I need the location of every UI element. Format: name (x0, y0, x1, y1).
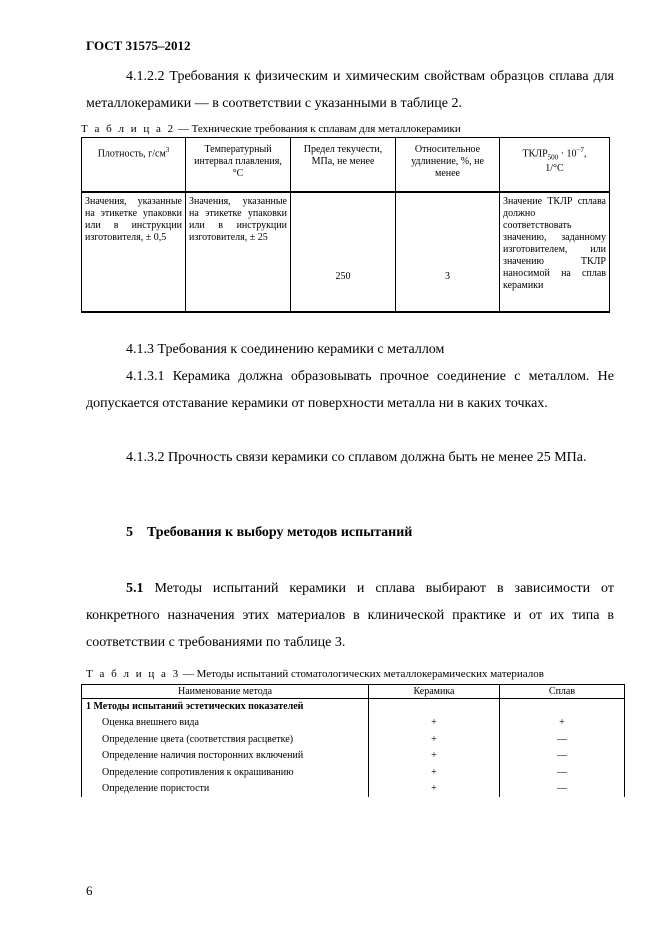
table3-cell-alloy: — (500, 748, 625, 764)
paragraph-4-1-2-2: 4.1.2.2 Требования к физическим и химическим свойствам образцов сплава для металлокерамики — в соответствии с указанными в таблице 2. (86, 69, 614, 111)
table3-header-ceramic: Керамика (369, 685, 500, 699)
paragraph-5-1 (86, 575, 614, 656)
table2-header-elongation: Относительное удлинение, %, не менее (396, 138, 500, 193)
table3-header-method: Наименование метода (82, 685, 369, 699)
table3-caption (86, 668, 544, 680)
paragraph-4-1-3: 4.1.3 Требования к соединению керамики с металлом (126, 342, 445, 357)
section-5-heading: 5 Требования к выбору методов испытаний (126, 525, 413, 540)
page-number: 6 (86, 883, 93, 898)
table2-cell-elongation: 3 (396, 192, 500, 312)
table2-caption (81, 123, 461, 135)
table-row (82, 699, 625, 716)
table3-title: — Методы испытаний стоматологических металлокерамических материалов (180, 668, 544, 680)
table3-label: Т а б л и ц а 3 (86, 668, 181, 680)
table3-cell-ceramic: + (369, 781, 500, 797)
table2-header-melting: Температурный интервал плавления, °С (186, 138, 291, 193)
paragraph-4-1-3-2: 4.1.3.2 Прочность связи керамики со сплавом должна быть не менее 25 МПа. (126, 450, 587, 465)
table-3 (81, 684, 625, 797)
table2-cell-density: Значения, указанные на этикетке упаковки или в инструкции изготовителя, ± 0,5 (82, 192, 186, 312)
table3-cell-alloy: — (500, 765, 625, 781)
table3-cell-method: Оценка внешнего вида (82, 715, 369, 731)
table-row (82, 732, 625, 748)
table3-cell-alloy: — (500, 732, 625, 748)
table3-cell-alloy: + (500, 715, 625, 731)
table3-cell-alloy: — (500, 781, 625, 797)
paragraph-4-1-3-1: 4.1.3.1 Керамика должна образовывать прочное соединение с металлом. Не допускается отставание керамики от поверхности металла ни в каких точках. (86, 369, 614, 411)
paragraph-5-1-text: Методы испытаний керамики и сплава выбирают в зависимости от конкретного назначения этих материалов в клинической практике и от их типа в соответствии с требованиями по таблице 3. (86, 581, 614, 650)
table3-cell-ceramic: + (369, 732, 500, 748)
table2-cell-melting: Значения, указанные на этикетке упаковки или в инструкции изготовителя, ± 25 (186, 192, 291, 312)
document-header: ГОСТ 31575–2012 (86, 38, 191, 53)
table3-header-alloy: Сплав (500, 685, 625, 699)
table2-header-yield: Предел текучести, МПа, не менее (291, 138, 396, 193)
table2-cell-tklr: Значение ТКЛР сплава должно соответствовать значению, заданному изготовителем, или значению ТКЛР наносимой на сплав керамики (500, 192, 610, 312)
table3-cell-method: Определение цвета (соответствия расцветке) (82, 732, 369, 748)
table-row (82, 765, 625, 781)
table3-cell-ceramic: + (369, 748, 500, 764)
table2-title: — Технические требования к сплавам для металлокерамики (175, 123, 461, 135)
table2-header-tklr: $ТКЛР_{500} \cdot 10^{-7}$, 1/°С (500, 138, 610, 193)
paragraph-5-1-number: 5.1 (126, 581, 144, 596)
table3-cell-method: Определение сопротивления к окрашиванию (82, 765, 369, 781)
table3-cell-ceramic: + (369, 715, 500, 731)
table-row (82, 781, 625, 797)
table-row (82, 748, 625, 764)
table3-group-title: 1 Методы испытаний эстетических показателей (82, 699, 369, 716)
table2-header-density: Плотность, $г/см^3$ (82, 138, 186, 193)
table-row (82, 715, 625, 731)
table-row (82, 192, 610, 312)
table3-cell-method: Определение наличия посторонних включений (82, 748, 369, 764)
table3-cell-method: Определение пористости (82, 781, 369, 797)
table3-cell-ceramic: + (369, 765, 500, 781)
table2-cell-yield: 250 (291, 192, 396, 312)
table-2 (81, 137, 610, 313)
table2-label: Т а б л и ц а 2 (81, 123, 176, 135)
